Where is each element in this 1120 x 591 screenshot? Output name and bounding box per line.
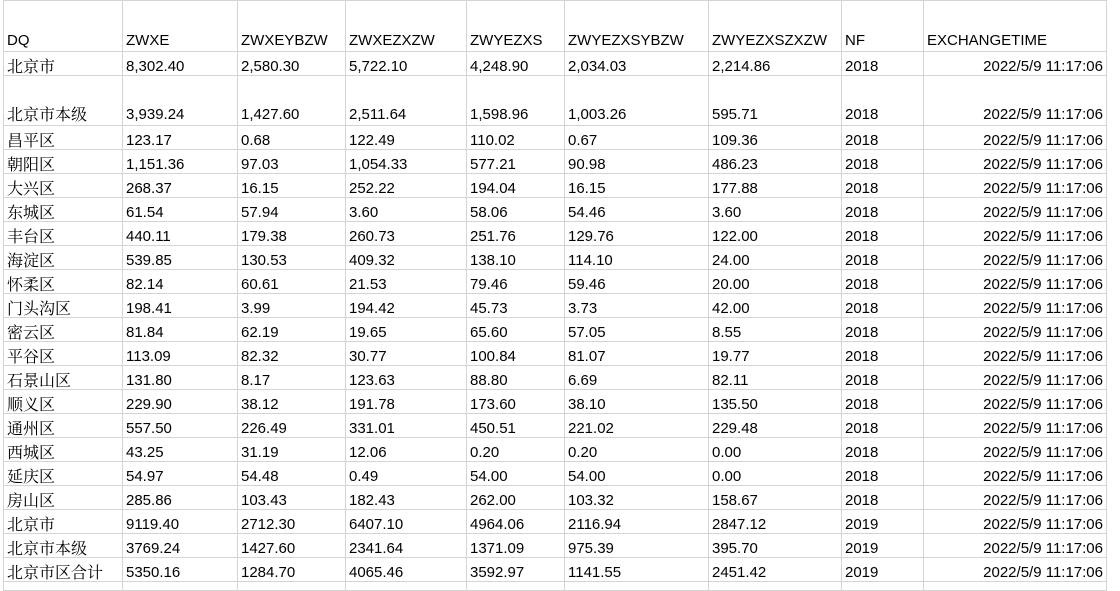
table-cell[interactable]: 2022/5/9 11:17:06 xyxy=(924,390,1107,414)
table-cell[interactable]: 2022/5/9 11:17:06 xyxy=(924,414,1107,438)
table-cell[interactable]: 2019 xyxy=(842,558,924,582)
table-cell[interactable]: 43.25 xyxy=(123,438,238,462)
table-cell[interactable]: 2018 xyxy=(842,126,924,150)
table-cell[interactable]: 0.00 xyxy=(709,462,842,486)
table-cell[interactable]: 62.19 xyxy=(238,318,346,342)
table-cell[interactable]: 450.51 xyxy=(467,414,565,438)
table-cell[interactable]: 221.02 xyxy=(565,414,709,438)
table-cell[interactable]: 6407.10 xyxy=(346,510,467,534)
table-cell[interactable]: 2451.42 xyxy=(709,558,842,582)
table-cell[interactable]: 114.10 xyxy=(565,246,709,270)
table-cell[interactable]: 2022/5/9 11:17:06 xyxy=(924,198,1107,222)
table-cell[interactable]: 3.60 xyxy=(709,198,842,222)
table-cell[interactable]: 石景山区 xyxy=(4,366,123,390)
table-cell[interactable]: 2022/5/9 11:17:06 xyxy=(924,318,1107,342)
table-row xyxy=(4,52,1107,76)
table-cell[interactable]: 1141.55 xyxy=(565,558,709,582)
table-cell[interactable]: 门头沟区 xyxy=(4,294,123,318)
table-cell[interactable]: 2022/5/9 11:17:06 xyxy=(924,150,1107,174)
table-cell[interactable]: 通州区 xyxy=(4,414,123,438)
table-cell[interactable] xyxy=(709,582,842,591)
table-row xyxy=(4,126,1107,150)
table-cell[interactable]: 123.17 xyxy=(123,126,238,150)
table-cell[interactable]: 2018 xyxy=(842,246,924,270)
table-cell[interactable]: 226.49 xyxy=(238,414,346,438)
table-cell[interactable]: 135.50 xyxy=(709,390,842,414)
table-cell[interactable]: 2022/5/9 11:17:06 xyxy=(924,174,1107,198)
column-header[interactable]: ZWYEZXSZXZW xyxy=(709,1,842,52)
column-header[interactable]: NF xyxy=(842,1,924,52)
table-cell[interactable]: 539.85 xyxy=(123,246,238,270)
table-cell[interactable]: 2116.94 xyxy=(565,510,709,534)
table-cell[interactable]: 2022/5/9 11:17:06 xyxy=(924,438,1107,462)
table-cell[interactable]: 595.71 xyxy=(709,76,842,126)
table-cell[interactable]: 2018 xyxy=(842,222,924,246)
table-cell[interactable]: 2022/5/9 11:17:06 xyxy=(924,126,1107,150)
table-row xyxy=(4,198,1107,222)
table-cell[interactable]: 24.00 xyxy=(709,246,842,270)
table-cell[interactable]: 103.32 xyxy=(565,486,709,510)
table-cell[interactable]: 丰台区 xyxy=(4,222,123,246)
table-cell[interactable]: 2022/5/9 11:17:06 xyxy=(924,294,1107,318)
table-row xyxy=(4,246,1107,270)
table-row xyxy=(4,390,1107,414)
table-cell[interactable]: 2022/5/9 11:17:06 xyxy=(924,76,1107,126)
table-cell[interactable]: 122.49 xyxy=(346,126,467,150)
table-cell[interactable]: 0.67 xyxy=(565,126,709,150)
table-cell[interactable]: 173.60 xyxy=(467,390,565,414)
table-cell[interactable]: 4964.06 xyxy=(467,510,565,534)
table-cell[interactable]: 59.46 xyxy=(565,270,709,294)
table-cell[interactable]: 19.65 xyxy=(346,318,467,342)
table-cell[interactable]: 123.63 xyxy=(346,366,467,390)
column-header[interactable]: EXCHANGETIME xyxy=(924,1,1107,52)
table-cell[interactable]: 1,598.96 xyxy=(467,76,565,126)
column-header[interactable]: ZWYEZXSYBZW xyxy=(565,1,709,52)
column-header[interactable]: DQ xyxy=(4,1,123,52)
table-row-partial xyxy=(4,582,1107,591)
table-cell[interactable]: 3769.24 xyxy=(123,534,238,558)
column-header[interactable]: ZWXEZXZW xyxy=(346,1,467,52)
table-row xyxy=(4,462,1107,486)
table-cell[interactable]: 113.09 xyxy=(123,342,238,366)
table-cell[interactable]: 90.98 xyxy=(565,150,709,174)
header-row xyxy=(4,1,1107,52)
table-cell[interactable]: 131.80 xyxy=(123,366,238,390)
table-cell[interactable] xyxy=(924,582,1107,591)
table-cell[interactable]: 61.54 xyxy=(123,198,238,222)
table-cell[interactable]: 57.05 xyxy=(565,318,709,342)
table-cell[interactable]: 16.15 xyxy=(565,174,709,198)
table-cell[interactable]: 西城区 xyxy=(4,438,123,462)
table-row xyxy=(4,510,1107,534)
table-cell[interactable]: 2847.12 xyxy=(709,510,842,534)
table-cell[interactable]: 138.10 xyxy=(467,246,565,270)
table-cell[interactable]: 顺义区 xyxy=(4,390,123,414)
table-cell[interactable]: 2018 xyxy=(842,52,924,76)
table-cell[interactable]: 109.36 xyxy=(709,126,842,150)
table-cell[interactable]: 怀柔区 xyxy=(4,270,123,294)
table-cell[interactable]: 60.61 xyxy=(238,270,346,294)
table-cell[interactable]: 16.15 xyxy=(238,174,346,198)
table-cell[interactable]: 2022/5/9 11:17:06 xyxy=(924,510,1107,534)
table-cell[interactable]: 3.73 xyxy=(565,294,709,318)
table-cell[interactable]: 8.55 xyxy=(709,318,842,342)
table-cell[interactable]: 129.76 xyxy=(565,222,709,246)
table-cell[interactable]: 177.88 xyxy=(709,174,842,198)
table-cell[interactable] xyxy=(842,582,924,591)
table-row xyxy=(4,150,1107,174)
table-cell[interactable]: 54.00 xyxy=(565,462,709,486)
table-cell[interactable]: 82.32 xyxy=(238,342,346,366)
table-cell[interactable]: 2022/5/9 11:17:06 xyxy=(924,534,1107,558)
table-cell[interactable]: 0.68 xyxy=(238,126,346,150)
table-cell[interactable]: 北京市本级 xyxy=(4,76,123,126)
table-cell[interactable]: 2022/5/9 11:17:06 xyxy=(924,52,1107,76)
table-cell[interactable]: 251.76 xyxy=(467,222,565,246)
table-row xyxy=(4,270,1107,294)
column-header[interactable]: ZWYEZXS xyxy=(467,1,565,52)
table-cell[interactable] xyxy=(123,582,238,591)
table-cell[interactable]: 1,427.60 xyxy=(238,76,346,126)
table-cell[interactable]: 100.84 xyxy=(467,342,565,366)
table-cell[interactable]: 268.37 xyxy=(123,174,238,198)
table-cell[interactable]: 38.10 xyxy=(565,390,709,414)
table-cell[interactable] xyxy=(4,582,123,591)
table-row xyxy=(4,366,1107,390)
table-cell[interactable]: 191.78 xyxy=(346,390,467,414)
table-cell[interactable]: 房山区 xyxy=(4,486,123,510)
table-cell[interactable]: 昌平区 xyxy=(4,126,123,150)
table-cell[interactable]: 2018 xyxy=(842,438,924,462)
table-cell[interactable]: 54.97 xyxy=(123,462,238,486)
table-cell[interactable]: 2019 xyxy=(842,510,924,534)
table-cell[interactable]: 2018 xyxy=(842,174,924,198)
table-cell[interactable]: 81.84 xyxy=(123,318,238,342)
table-row xyxy=(4,534,1107,558)
table-cell[interactable]: 179.38 xyxy=(238,222,346,246)
table-cell[interactable]: 北京市 xyxy=(4,510,123,534)
table-cell[interactable]: 1427.60 xyxy=(238,534,346,558)
table-cell[interactable]: 2022/5/9 11:17:06 xyxy=(924,222,1107,246)
table-cell[interactable]: 331.01 xyxy=(346,414,467,438)
table-cell[interactable]: 57.94 xyxy=(238,198,346,222)
table-cell[interactable]: 20.00 xyxy=(709,270,842,294)
table-cell[interactable]: 54.48 xyxy=(238,462,346,486)
table-cell[interactable]: 2341.64 xyxy=(346,534,467,558)
table-row xyxy=(4,174,1107,198)
table-cell[interactable]: 2018 xyxy=(842,198,924,222)
table-cell[interactable]: 2,580.30 xyxy=(238,52,346,76)
table-cell[interactable]: 45.73 xyxy=(467,294,565,318)
table-cell[interactable]: 2022/5/9 11:17:06 xyxy=(924,366,1107,390)
table-cell[interactable] xyxy=(238,582,346,591)
table-cell[interactable]: 2018 xyxy=(842,270,924,294)
table-cell[interactable]: 大兴区 xyxy=(4,174,123,198)
table-cell[interactable]: 2022/5/9 11:17:06 xyxy=(924,270,1107,294)
table-cell[interactable]: 2022/5/9 11:17:06 xyxy=(924,462,1107,486)
table-cell[interactable]: 229.48 xyxy=(709,414,842,438)
table-cell[interactable]: 东城区 xyxy=(4,198,123,222)
table-cell[interactable]: 975.39 xyxy=(565,534,709,558)
column-header[interactable]: ZWXE xyxy=(123,1,238,52)
table-cell[interactable]: 103.43 xyxy=(238,486,346,510)
table-cell[interactable]: 2022/5/9 11:17:06 xyxy=(924,246,1107,270)
table-cell[interactable]: 2018 xyxy=(842,390,924,414)
table-cell[interactable]: 2018 xyxy=(842,76,924,126)
table-cell[interactable]: 2018 xyxy=(842,414,924,438)
table-cell[interactable]: 440.11 xyxy=(123,222,238,246)
table-cell[interactable]: 2018 xyxy=(842,366,924,390)
table-cell[interactable]: 194.42 xyxy=(346,294,467,318)
table-cell[interactable]: 81.07 xyxy=(565,342,709,366)
table-row xyxy=(4,222,1107,246)
table-cell[interactable]: 262.00 xyxy=(467,486,565,510)
table-cell[interactable]: 密云区 xyxy=(4,318,123,342)
table-row xyxy=(4,414,1107,438)
table-row xyxy=(4,294,1107,318)
table-cell[interactable]: 4065.46 xyxy=(346,558,467,582)
table-cell[interactable]: 3.99 xyxy=(238,294,346,318)
table-cell[interactable]: 1284.70 xyxy=(238,558,346,582)
table-cell[interactable]: 2,034.03 xyxy=(565,52,709,76)
table-cell[interactable]: 2018 xyxy=(842,486,924,510)
table-cell[interactable]: 2018 xyxy=(842,462,924,486)
table-cell[interactable]: 2022/5/9 11:17:06 xyxy=(924,558,1107,582)
table-cell[interactable]: 395.70 xyxy=(709,534,842,558)
table-row xyxy=(4,438,1107,462)
table-cell[interactable]: 88.80 xyxy=(467,366,565,390)
table-cell[interactable]: 31.19 xyxy=(238,438,346,462)
table-cell[interactable]: 2,214.86 xyxy=(709,52,842,76)
table-cell[interactable] xyxy=(565,582,709,591)
table-cell[interactable]: 4,248.90 xyxy=(467,52,565,76)
table-cell[interactable]: 3,939.24 xyxy=(123,76,238,126)
table-cell[interactable]: 8,302.40 xyxy=(123,52,238,76)
table-cell[interactable]: 8.17 xyxy=(238,366,346,390)
table-cell[interactable]: 82.14 xyxy=(123,270,238,294)
table-cell[interactable]: 409.32 xyxy=(346,246,467,270)
table-cell[interactable]: 北京市区合计 xyxy=(4,558,123,582)
table-cell[interactable]: 北京市本级 xyxy=(4,534,123,558)
table-cell[interactable]: 12.06 xyxy=(346,438,467,462)
table-row xyxy=(4,76,1107,126)
table-cell[interactable]: 65.60 xyxy=(467,318,565,342)
table-row xyxy=(4,318,1107,342)
table-cell[interactable] xyxy=(467,582,565,591)
table-cell[interactable]: 延庆区 xyxy=(4,462,123,486)
table-cell[interactable]: 285.86 xyxy=(123,486,238,510)
table-cell[interactable] xyxy=(346,582,467,591)
table-cell[interactable]: 9119.40 xyxy=(123,510,238,534)
table-cell[interactable]: 2018 xyxy=(842,342,924,366)
table-cell[interactable]: 2019 xyxy=(842,534,924,558)
table-cell[interactable]: 2018 xyxy=(842,294,924,318)
table-cell[interactable]: 158.67 xyxy=(709,486,842,510)
table-cell[interactable]: 122.00 xyxy=(709,222,842,246)
table-row xyxy=(4,486,1107,510)
table-cell[interactable]: 260.73 xyxy=(346,222,467,246)
table-cell[interactable]: 54.00 xyxy=(467,462,565,486)
table-cell[interactable]: 42.00 xyxy=(709,294,842,318)
table-cell[interactable]: 1,151.36 xyxy=(123,150,238,174)
table-cell[interactable]: 平谷区 xyxy=(4,342,123,366)
table-cell[interactable]: 1,003.26 xyxy=(565,76,709,126)
table-cell[interactable]: 1,054.33 xyxy=(346,150,467,174)
table-cell[interactable]: 2712.30 xyxy=(238,510,346,534)
table-cell[interactable]: 0.20 xyxy=(565,438,709,462)
table-cell[interactable]: 229.90 xyxy=(123,390,238,414)
table-cell[interactable]: 486.23 xyxy=(709,150,842,174)
table-cell[interactable]: 557.50 xyxy=(123,414,238,438)
spreadsheet-body xyxy=(4,1,1107,591)
table-cell[interactable]: 0.20 xyxy=(467,438,565,462)
table-cell[interactable]: 110.02 xyxy=(467,126,565,150)
table-cell[interactable]: 30.77 xyxy=(346,342,467,366)
table-cell[interactable]: 58.06 xyxy=(467,198,565,222)
table-cell[interactable]: 252.22 xyxy=(346,174,467,198)
table-cell[interactable]: 97.03 xyxy=(238,150,346,174)
table-cell[interactable]: 198.41 xyxy=(123,294,238,318)
table-cell[interactable]: 19.77 xyxy=(709,342,842,366)
table-cell[interactable]: 2022/5/9 11:17:06 xyxy=(924,486,1107,510)
table-cell[interactable]: 6.69 xyxy=(565,366,709,390)
table-cell[interactable]: 577.21 xyxy=(467,150,565,174)
table-cell[interactable]: 1371.09 xyxy=(467,534,565,558)
table-cell[interactable]: 2018 xyxy=(842,150,924,174)
table-cell[interactable]: 182.43 xyxy=(346,486,467,510)
table-cell[interactable]: 79.46 xyxy=(467,270,565,294)
table-cell[interactable]: 2022/5/9 11:17:06 xyxy=(924,342,1107,366)
table-cell[interactable]: 3.60 xyxy=(346,198,467,222)
table-cell[interactable]: 21.53 xyxy=(346,270,467,294)
table-cell[interactable]: 3592.97 xyxy=(467,558,565,582)
table-cell[interactable]: 5,722.10 xyxy=(346,52,467,76)
table-cell[interactable]: 5350.16 xyxy=(123,558,238,582)
column-header[interactable]: ZWXEYBZW xyxy=(238,1,346,52)
spreadsheet-table xyxy=(3,0,1107,591)
table-cell[interactable]: 0.49 xyxy=(346,462,467,486)
table-cell[interactable]: 2018 xyxy=(842,318,924,342)
table-cell[interactable]: 38.12 xyxy=(238,390,346,414)
table-cell[interactable]: 2,511.64 xyxy=(346,76,467,126)
table-cell[interactable]: 82.11 xyxy=(709,366,842,390)
table-cell[interactable]: 北京市 xyxy=(4,52,123,76)
table-row xyxy=(4,558,1107,582)
table-cell[interactable]: 194.04 xyxy=(467,174,565,198)
table-cell[interactable]: 54.46 xyxy=(565,198,709,222)
table-cell[interactable]: 海淀区 xyxy=(4,246,123,270)
table-row xyxy=(4,342,1107,366)
table-cell[interactable]: 朝阳区 xyxy=(4,150,123,174)
table-cell[interactable]: 130.53 xyxy=(238,246,346,270)
table-cell[interactable]: 0.00 xyxy=(709,438,842,462)
